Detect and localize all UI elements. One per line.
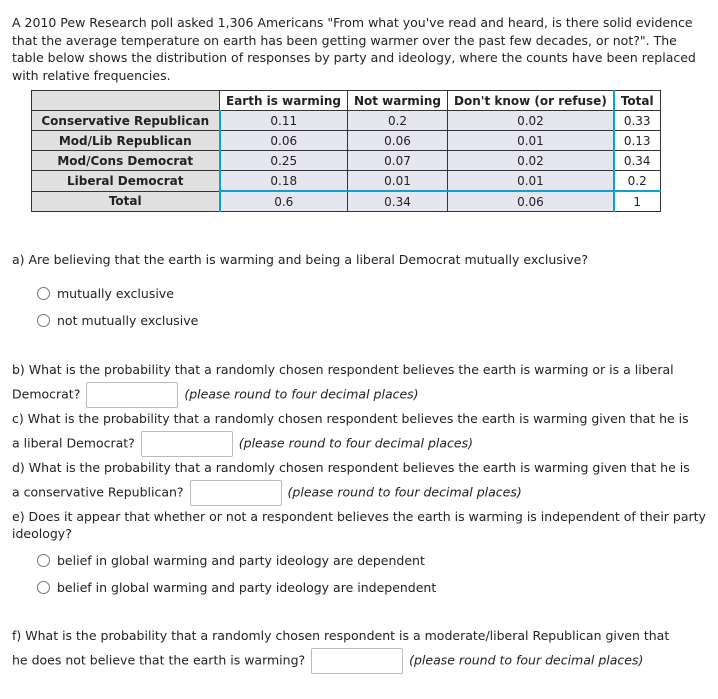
header-total: Total	[614, 91, 660, 111]
table-cell-total: 0.33	[614, 111, 660, 131]
table-cell-total: 1	[614, 191, 660, 212]
answer-c-input[interactable]	[141, 431, 233, 457]
answer-b-input[interactable]	[86, 382, 178, 408]
table-row	[32, 111, 661, 131]
option-dependent[interactable]	[37, 553, 425, 568]
table-row	[32, 151, 661, 171]
option-label: not mutually exclusive	[57, 313, 199, 328]
question-text: he does not believe that the earth is warming?	[12, 652, 306, 668]
table-cell: 0.07	[347, 151, 447, 171]
rounding-hint: (please round to four decimal places)	[238, 435, 473, 451]
table-cell: 0.6	[220, 191, 348, 212]
row-label: Total	[32, 191, 220, 212]
radio-button[interactable]	[37, 287, 50, 300]
table-cell: 0.2	[347, 111, 447, 131]
option-label: belief in global warming and party ideology are dependent	[57, 553, 425, 568]
radio-button[interactable]	[37, 581, 50, 594]
table-cell: 0.06	[448, 191, 614, 212]
header-earth-warming: Earth is warming	[220, 91, 348, 111]
problem-intro: A 2010 Pew Research poll asked 1,306 Americans "From what you've read and heard, is there solid evidence that the average temperature on earth has been getting warmer over the past few decades, or not?". The table below shows the distribution of responses by party and ideology, where the counts have been replaced with relative frequencies.	[12, 15, 696, 83]
row-label: Mod/Lib Republican	[32, 131, 220, 151]
table-cell: 0.01	[347, 171, 447, 192]
answer-d-input[interactable]	[190, 480, 282, 506]
table-cell: 0.18	[220, 171, 348, 192]
table-cell: 0.02	[448, 111, 614, 131]
frequency-table	[31, 90, 661, 212]
question-text: f) What is the probability that a randomly chosen respondent is a moderate/liberal Republican given that	[12, 628, 670, 643]
table-row	[32, 171, 661, 192]
table-header-row	[32, 91, 661, 111]
table-corner	[32, 91, 220, 111]
table-cell: 0.06	[347, 131, 447, 151]
question-b	[12, 358, 712, 408]
row-label: Liberal Democrat	[32, 171, 220, 192]
table-row	[32, 131, 661, 151]
table-cell: 0.02	[448, 151, 614, 171]
rounding-hint: (please round to four decimal places)	[184, 386, 419, 402]
table-cell-total: 0.2	[614, 171, 660, 192]
radio-button[interactable]	[37, 314, 50, 327]
table-cell: 0.25	[220, 151, 348, 171]
table-cell: 0.01	[448, 131, 614, 151]
question-d	[12, 456, 712, 506]
row-label: Mod/Cons Democrat	[32, 151, 220, 171]
question-a: a) Are believing that the earth is warming and being a liberal Democrat mutually exclusive?	[12, 252, 589, 267]
table-cell: 0.06	[220, 131, 348, 151]
header-not-warming: Not warming	[347, 91, 447, 111]
radio-button[interactable]	[37, 554, 50, 567]
question-f	[12, 624, 712, 674]
table-cell: 0.01	[448, 171, 614, 192]
question-e: e) Does it appear that whether or not a respondent believes the earth is warming is independent of their party ideology?	[12, 509, 706, 541]
question-text: Democrat?	[12, 386, 81, 402]
question-c	[12, 407, 712, 457]
table-cell-total: 0.13	[614, 131, 660, 151]
option-label: belief in global warming and party ideology are independent	[57, 580, 437, 595]
option-label: mutually exclusive	[57, 286, 174, 301]
table-cell: 0.34	[347, 191, 447, 212]
rounding-hint: (please round to four decimal places)	[409, 652, 644, 668]
answer-f-input[interactable]	[311, 648, 403, 674]
option-mutually-exclusive[interactable]	[37, 286, 174, 301]
table-cell-total: 0.34	[614, 151, 660, 171]
question-text: b) What is the probability that a randomly chosen respondent believes the earth is warming or is a liberal	[12, 362, 674, 377]
question-text: c) What is the probability that a randomly chosen respondent believes the earth is warming given that he is	[12, 411, 689, 426]
row-label: Conservative Republican	[32, 111, 220, 131]
rounding-hint: (please round to four decimal places)	[287, 484, 522, 500]
table-total-row	[32, 191, 661, 212]
question-text: a conservative Republican?	[12, 484, 184, 500]
table-cell: 0.11	[220, 111, 348, 131]
question-text: a liberal Democrat?	[12, 435, 135, 451]
option-not-mutually-exclusive[interactable]	[37, 313, 198, 328]
question-text: d) What is the probability that a randomly chosen respondent believes the earth is warming given that he is	[12, 460, 690, 475]
header-dont-know: Don't know (or refuse)	[448, 91, 614, 111]
option-independent[interactable]	[37, 580, 436, 595]
